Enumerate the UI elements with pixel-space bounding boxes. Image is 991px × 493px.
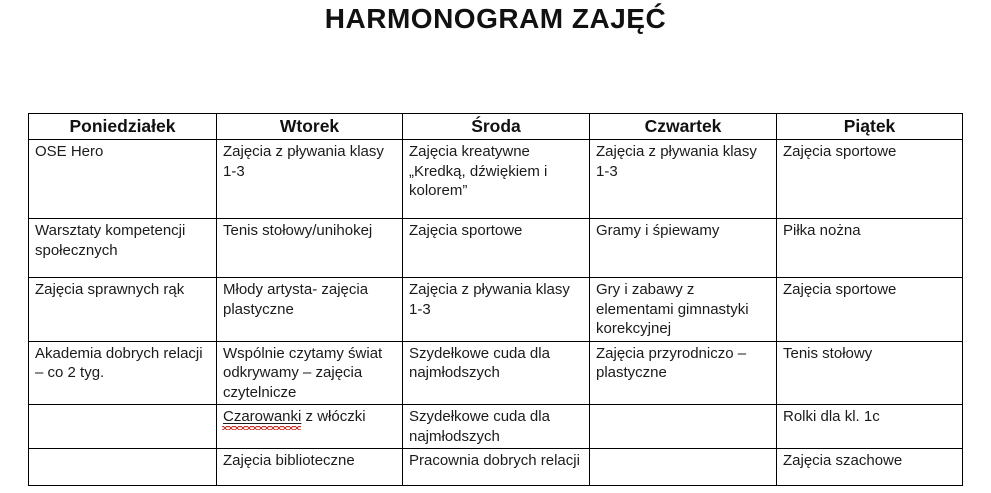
table-row — [29, 405, 963, 449]
schedule-cell: Zajęcia sportowe — [403, 219, 590, 278]
day-header-sroda: Środa — [403, 114, 590, 140]
schedule-table — [28, 113, 963, 486]
day-header-wtorek: Wtorek — [217, 114, 403, 140]
schedule-cell: Zajęcia sportowe — [777, 140, 963, 219]
schedule-cell: Zajęcia sportowe — [777, 278, 963, 342]
schedule-cell: Gry i zabawy z elementami gimnastyki korekcyjnej — [590, 278, 777, 342]
schedule-cell: Zajęcia biblioteczne — [217, 449, 403, 486]
schedule-cell: Zajęcia szachowe — [777, 449, 963, 486]
schedule-cell: Rolki dla kl. 1c — [777, 405, 963, 449]
schedule-cell — [29, 405, 217, 449]
table-row — [29, 341, 963, 405]
schedule-cell: Gramy i śpiewamy — [590, 219, 777, 278]
day-header-piatek: Piątek — [777, 114, 963, 140]
schedule-cell: Szydełkowe cuda dla najmłodszych — [403, 405, 590, 449]
schedule-cell: Tenis stołowy — [777, 341, 963, 405]
table-row — [29, 219, 963, 278]
misspelled-word: Czarowanki — [223, 408, 302, 425]
schedule-cell: Piłka nożna — [777, 219, 963, 278]
day-header-poniedzialek: Poniedziałek — [29, 114, 217, 140]
schedule-cell: Zajęcia z pływania klasy 1-3 — [217, 140, 403, 219]
schedule-cell — [590, 449, 777, 486]
table-row — [29, 278, 963, 342]
schedule-cell: Szydełkowe cuda dla najmłodszych — [403, 341, 590, 405]
schedule-cell: OSE Hero — [29, 140, 217, 219]
schedule-cell: Akademia dobrych relacji – co 2 tyg. — [29, 341, 217, 405]
table-row — [29, 449, 963, 486]
table-row — [29, 140, 963, 219]
schedule-cell: Wspólnie czytamy świat odkrywamy – zajęcia czytelnicze — [217, 341, 403, 405]
schedule-cell: Zajęcia kreatywne „Kredką, dźwiękiem i kolorem” — [403, 140, 590, 219]
schedule-cell: Tenis stołowy/unihokej — [217, 219, 403, 278]
schedule-cell: Zajęcia sprawnych rąk — [29, 278, 217, 342]
schedule-cell: Zajęcia z pływania klasy 1-3 — [590, 140, 777, 219]
page-title: HARMONOGRAM ZAJĘĆ — [324, 3, 667, 34]
schedule-cell: Warsztaty kompetencji społecznych — [29, 219, 217, 278]
schedule-cell — [217, 405, 403, 449]
schedule-cell — [590, 405, 777, 449]
schedule-cell-text: z włóczki — [301, 408, 366, 425]
schedule-cell: Młody artysta- zajęcia plastyczne — [217, 278, 403, 342]
header-row — [29, 114, 963, 140]
schedule-cell — [29, 449, 217, 486]
schedule-cell: Zajęcia z pływania klasy 1-3 — [403, 278, 590, 342]
schedule-cell: Pracownia dobrych relacji — [403, 449, 590, 486]
schedule-cell: Zajęcia przyrodniczo – plastyczne — [590, 341, 777, 405]
day-header-czwartek: Czwartek — [590, 114, 777, 140]
